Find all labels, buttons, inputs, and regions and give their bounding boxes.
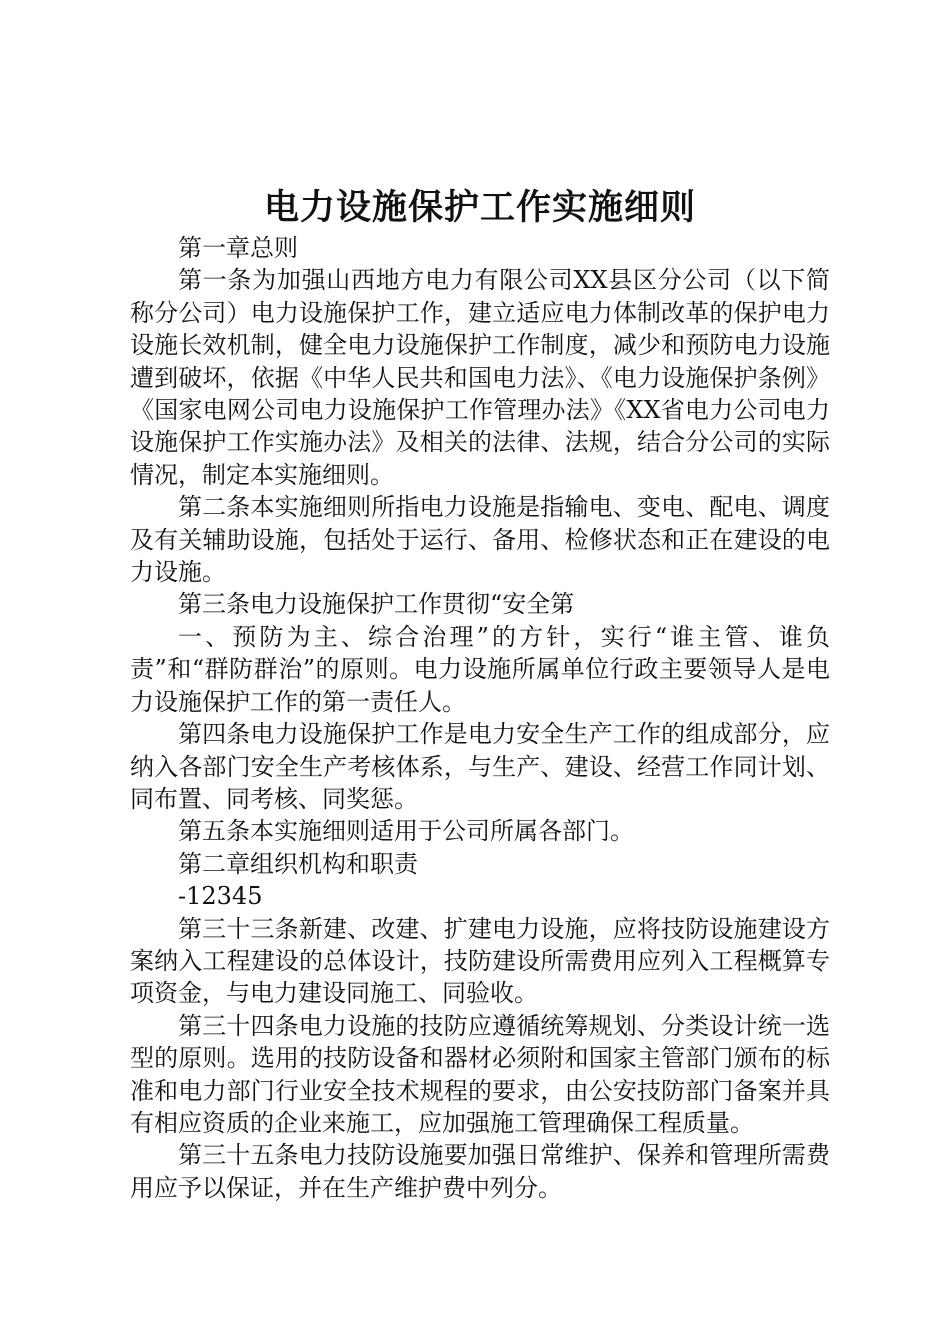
article-34: 第三十四条电力设施的技防应遵循统筹规划、分类设计统一选型的原则。选用的技防设备和器材必须附和国家主管部门颁布的标准和电力部门行业安全技术规程的要求，由公安技防部门备案并具有相应资质的企业来施工，应加强施工管理确保工程质量。 (130, 1011, 830, 1137)
article-35: 第三十五条电力技防设施要加强日常维护、保养和管理所需费用应予以保证，并在生产维护费中列分。 (130, 1141, 830, 1202)
article-3-continued: 一、预防为主、综合治理”的方针，实行“谁主管、谁负责”和“群防群治”的原则。电力设施所属单位行政主要领导人是电力设施保护工作的第一责任人。 (130, 622, 830, 716)
page-marker: -12345 (178, 882, 263, 911)
article-2: 第二条本实施细则所指电力设施是指输电、变电、配电、调度及有关辅助设施，包括处于运行、备用、检修状态和正在建设的电力设施。 (130, 493, 830, 587)
article-5: 第五条本实施细则适用于公司所属各部门。 (178, 817, 634, 846)
article-1: 第一条为加强山西地方电力有限公司XX县区分公司（以下简称分公司）电力设施保护工作，建立适应电力体制改革的保护电力设施长效机制，健全电力设施保护工作制度，减少和预防电力设施遭到破坏，依据《中华人民共和国电力法》、《电力设施保护条例》《国家电网公司电力设施保护工作管理办法》《XX省电力公司电力设施保护工作实施办法》及相关的法律、法规，结合分公司的实际情况，制定本实施细则。 (130, 266, 830, 489)
document-body (130, 232, 830, 1204)
article-33: 第三十三条新建、改建、扩建电力设施，应将技防设施建设方案纳入工程建设的总体设计，技防建设所需费用应列入工程概算专项资金，与电力建设同施工、同验收。 (130, 914, 830, 1008)
chapter-heading-1: 第一章总则 (178, 234, 298, 262)
chapter-heading-2: 第二章组织机构和职责 (178, 849, 418, 878)
article-3: 第三条电力设施保护工作贯彻“安全第 (178, 590, 575, 619)
article-4: 第四条电力设施保护工作是电力安全生产工作的组成部分，应纳入各部门安全生产考核体系，与生产、建设、经营工作同计划、同布置、同考核、同奖惩。 (130, 720, 830, 813)
document-title: 电力设施保护工作实施细则 (263, 187, 696, 228)
